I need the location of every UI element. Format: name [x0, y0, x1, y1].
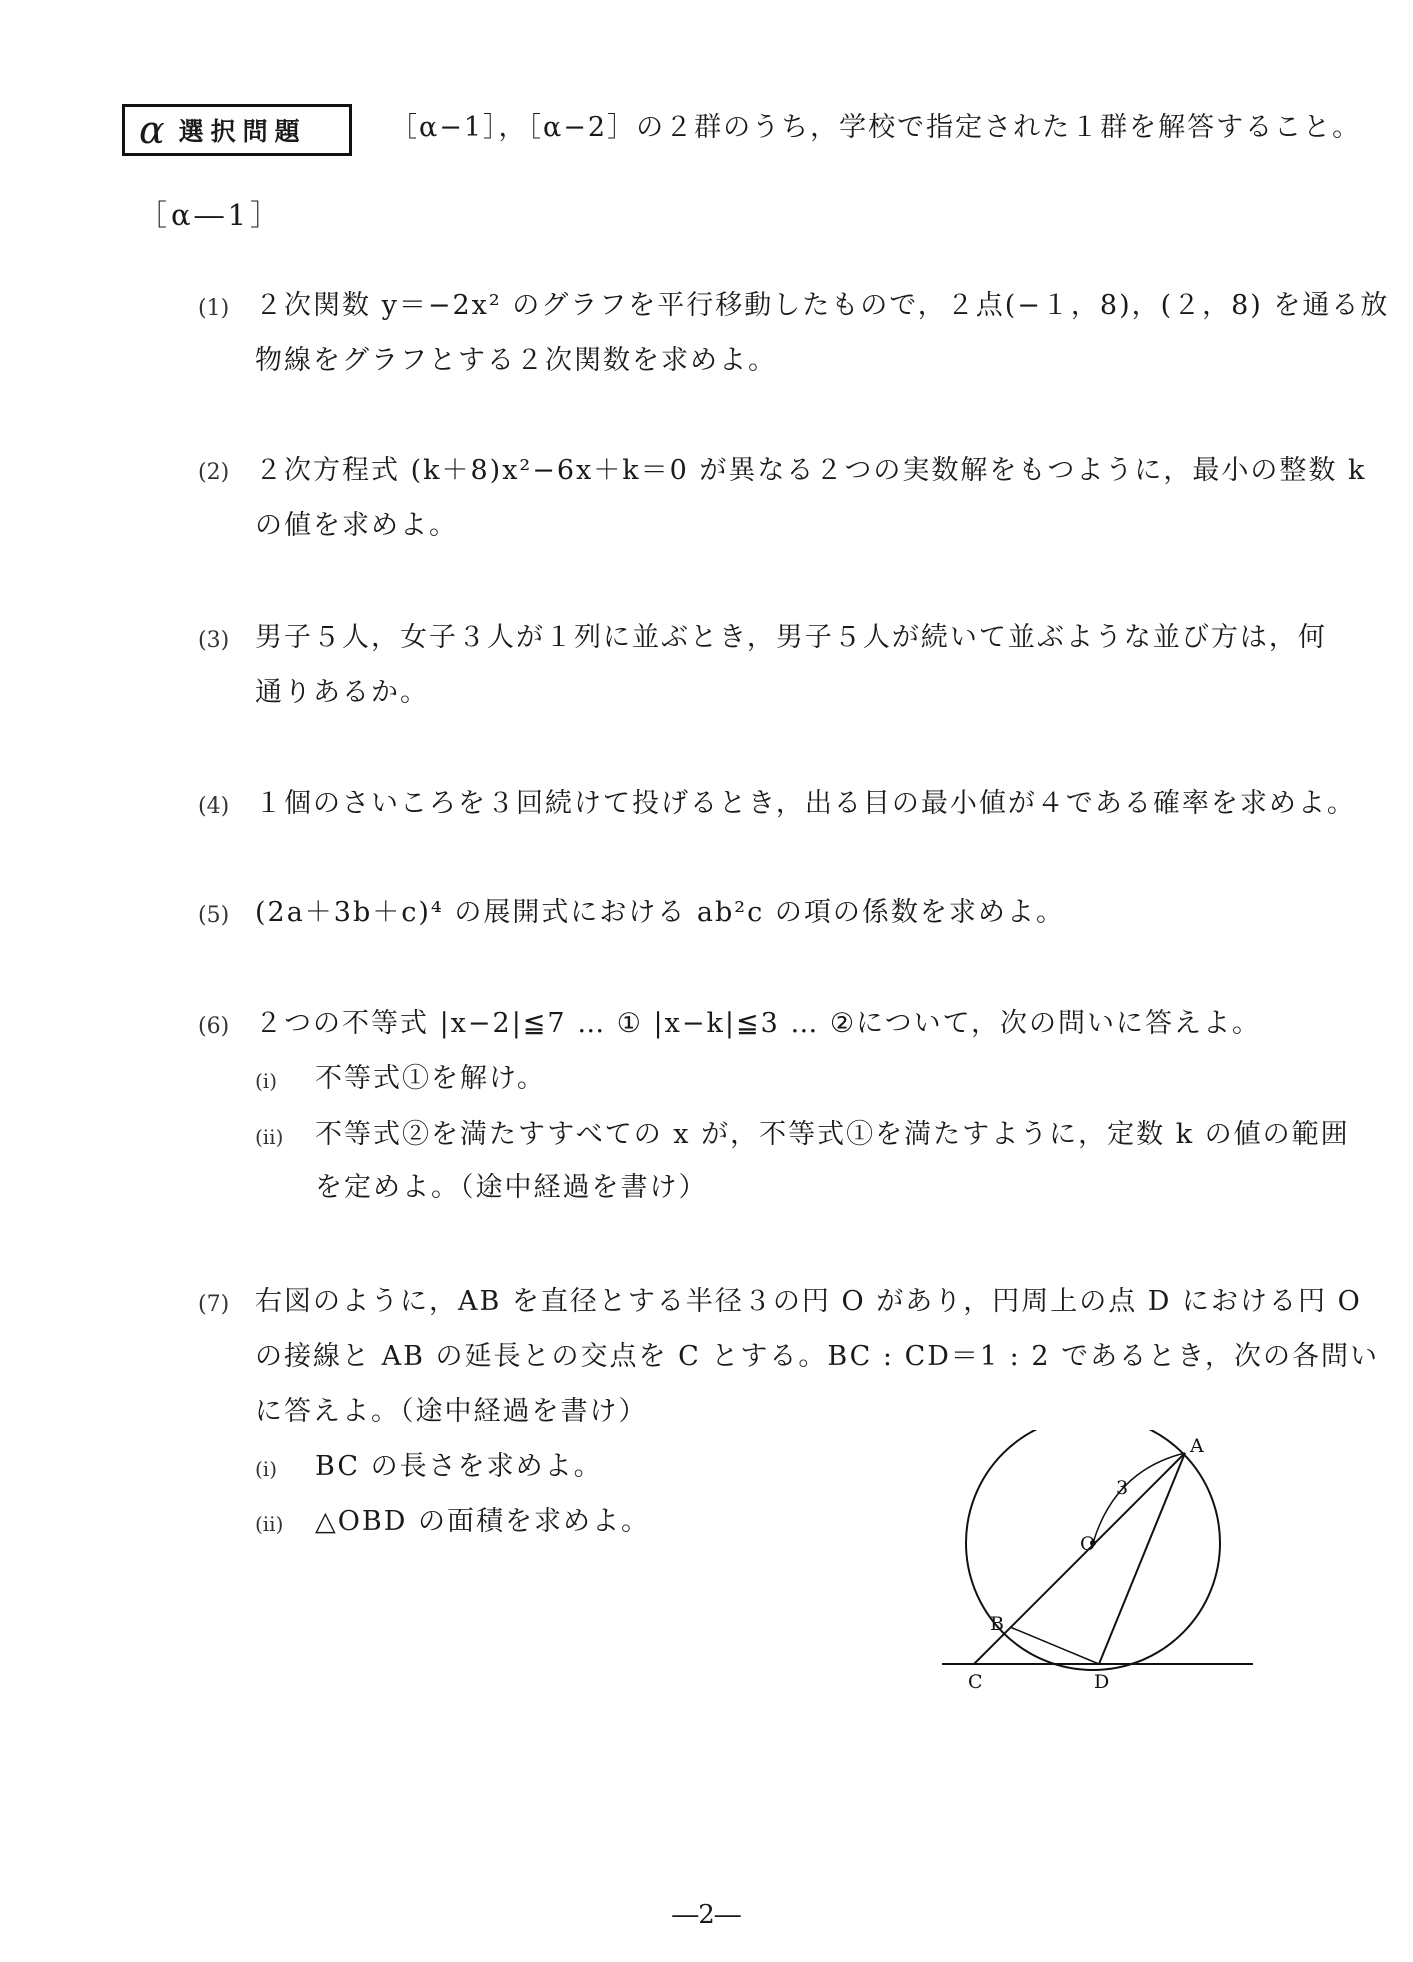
problem-1-line-1: ２次関数 y＝−2x² のグラフを平行移動したもので，２点(−１，8)，(２，8) を通る放 [255, 290, 1390, 321]
label-radius: 3 [1116, 1477, 1129, 1499]
problem-6-sub-2-number: (ⅱ) [255, 1125, 284, 1149]
problem-3-line-1: 男子５人，女子３人が１列に並ぶとき，男子５人が続いて並ぶような並び方は，何 [255, 622, 1327, 653]
problem-2-number: (2) [198, 460, 230, 485]
circle-tangent-figure [930, 1430, 1270, 1700]
label-c: C [968, 1671, 983, 1693]
problem-6-sub-2-line-2: を定めよ。（途中経過を書け） [315, 1172, 708, 1203]
problem-3-number: (3) [198, 628, 230, 653]
problem-1-line-2: 物線をグラフとする２次関数を求めよ。 [255, 345, 777, 376]
page-number: ―2― [672, 1900, 741, 1930]
label-d: D [1094, 1671, 1110, 1693]
problem-6-line-1: ２つの不等式 |x−2|≦7 … ① |x−k|≦3 … ②について，次の問いに答えよ。 [255, 1008, 1262, 1039]
header-label: 選択問題 [178, 117, 307, 146]
problem-2-line-2: の値を求めよ。 [255, 510, 458, 541]
problem-7-line-1: 右図のように，AB を直径とする半径３の円 O があり，円周上の点 D における円 O [255, 1286, 1362, 1317]
problem-7-sub-1-number: (ⅰ) [255, 1457, 278, 1481]
problem-6-number: (6) [198, 1014, 230, 1039]
line-bd [1010, 1627, 1099, 1664]
problem-3-line-2: 通りあるか。 [255, 677, 429, 708]
header-instruction: ［α−1］，［α−2］の２群のうち，学校で指定された１群を解答すること。 [390, 112, 1362, 143]
problem-7-sub-2-number: (ⅱ) [255, 1512, 284, 1536]
problem-2-line-1: ２次方程式 (k＋8)x²−6x＋k＝0 が異なる２つの実数解をもつように，最小の整数 k [255, 455, 1367, 486]
problem-5-line-1: (2a＋3b＋c)⁴ の展開式における ab²c の項の係数を求めよ。 [255, 897, 1065, 928]
problem-7-sub-1-line-1: BC の長さを求めよ。 [315, 1451, 603, 1482]
problem-7-sub-2-line-1: △OBD の面積を求めよ。 [315, 1506, 650, 1537]
problem-5-number: (5) [198, 903, 230, 928]
section-header-box [122, 104, 352, 156]
problem-4-number: (4) [198, 794, 230, 819]
line-ca [974, 1453, 1185, 1664]
problem-6-sub-2-line-1: 不等式②を満たすすべての x が，不等式①を満たすように，定数 k の値の範囲 [315, 1119, 1350, 1150]
label-b: B [990, 1613, 1004, 1635]
problem-4-line-1: １個のさいころを３回続けて投げるとき，出る目の最小値が４である確率を求めよ。 [255, 788, 1356, 819]
line-da [1099, 1453, 1185, 1664]
section-title: ［α―1］ [138, 198, 284, 232]
problem-1-number: (1) [198, 296, 230, 321]
problem-7-number: (7) [198, 1292, 230, 1317]
label-a: A [1190, 1435, 1204, 1457]
label-o: O [1080, 1533, 1096, 1555]
problem-6-sub-1-number: (ⅰ) [255, 1069, 278, 1093]
problem-7-line-2: の接線と AB の延長との交点を C とする。BC : CD＝1 : 2 であるとき，次の各問い [255, 1341, 1380, 1372]
alpha-symbol: α [139, 108, 165, 152]
problem-6-sub-1-line-1: 不等式①を解け。 [315, 1063, 546, 1094]
problem-7-line-3: に答えよ。（途中経過を書け） [255, 1396, 648, 1427]
